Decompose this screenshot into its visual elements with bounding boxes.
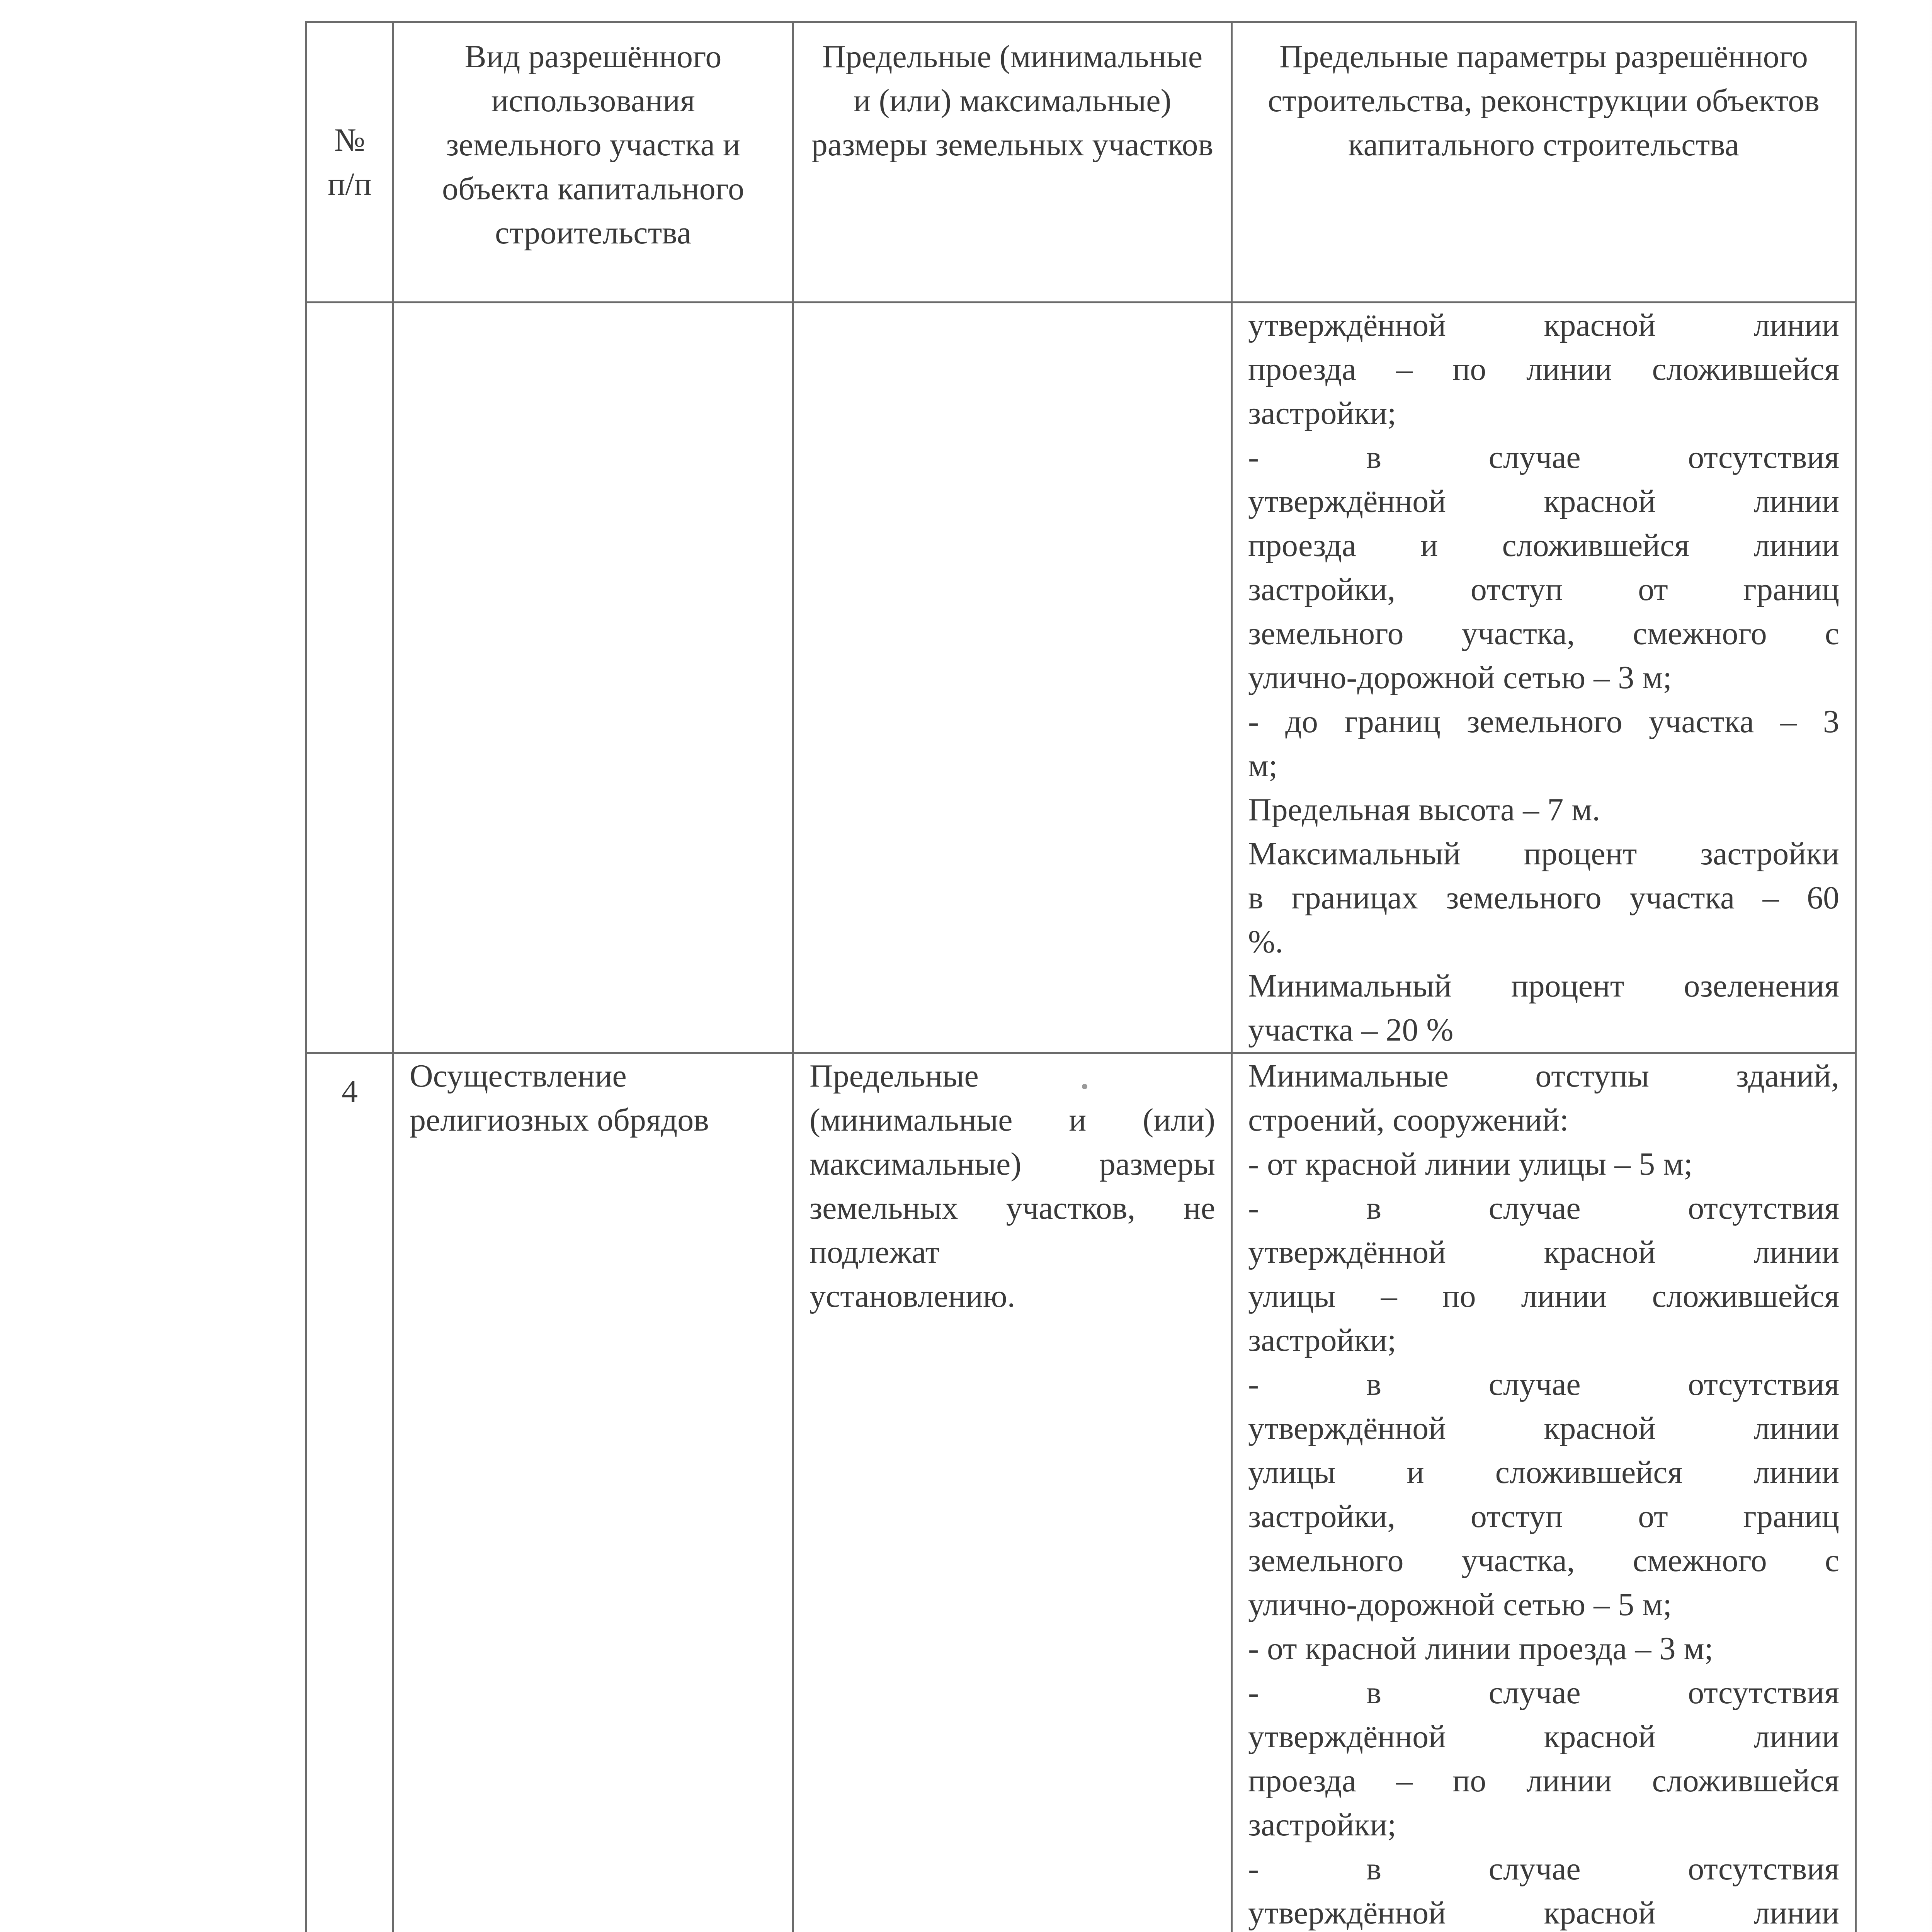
text-line: Максимальный процент застройки [1248, 836, 1839, 872]
table-row [306, 1053, 1856, 1932]
text-line: земельного участка, смежного с [1248, 1543, 1839, 1578]
text-line: - от красной линии проезда – 3 м; [1248, 1631, 1714, 1667]
text-line: застройки; [1248, 1807, 1396, 1843]
header-parameters: Предельные параметры разрешённого строительства, реконструкции объектов капитального строительства [1232, 22, 1856, 303]
land-use-table [305, 21, 1857, 1932]
use-type-line: религиозных обрядов [410, 1102, 709, 1138]
row-number: 4 [306, 1053, 393, 1932]
row-number [306, 303, 393, 1053]
text-line: улично-дорожной сетью – 3 м; [1248, 660, 1672, 696]
text-line: %. [1248, 924, 1283, 960]
row-parameters [1232, 1053, 1856, 1932]
row-use-type [393, 1053, 793, 1932]
text-line: утверждённой красной линии [1248, 1895, 1839, 1931]
text-line: Предельная высота – 7 м. [1248, 792, 1600, 828]
text-line: установлению. [810, 1278, 1015, 1314]
text-line: м; [1248, 748, 1278, 784]
text-line: улицы – по линии сложившейся [1248, 1278, 1839, 1314]
text-line: - в случае отсутствия [1248, 1366, 1839, 1402]
text-line: - в случае отсутствия [1248, 1675, 1839, 1711]
text-line: застройки; [1248, 1322, 1396, 1358]
text-line: Минимальный процент озеленения [1248, 968, 1839, 1004]
text-line: утверждённой красной линии [1248, 1234, 1839, 1270]
header-use-type: Вид разрешённого использования земельного участка и объекта капитального строительства [393, 22, 793, 303]
text-line: улично-дорожной сетью – 5 м; [1248, 1587, 1672, 1622]
text-line: проезда – по линии сложившейся [1248, 351, 1839, 387]
text-line: - в случае отсутствия [1248, 1190, 1839, 1226]
text-line: застройки; [1248, 395, 1396, 431]
text-line: подлежат [810, 1234, 940, 1270]
row-use-type [393, 303, 793, 1053]
text-line: строений, сооружений: [1248, 1102, 1569, 1138]
row-parameters [1232, 303, 1856, 1053]
text-line: земельного участка, смежного с [1248, 616, 1839, 651]
table-header-row [306, 22, 1856, 303]
text-line: утверждённой красной линии [1248, 1719, 1839, 1755]
text-line: Предельные [810, 1058, 979, 1094]
text-line: проезда и сложившейся линии [1248, 527, 1839, 563]
text-line: - в случае отсутствия [1248, 439, 1839, 475]
text-line: утверждённой красной линии [1248, 307, 1839, 343]
row-plot-sizes [793, 1053, 1232, 1932]
header-number: № п/п [306, 22, 393, 303]
text-line: Минимальные отступы зданий, [1248, 1058, 1839, 1094]
text-line: максимальные) размеры [810, 1146, 1215, 1182]
text-line: - в случае отсутствия [1248, 1851, 1839, 1887]
text-line: застройки, отступ от границ [1248, 571, 1839, 607]
text-line: застройки, отступ от границ [1248, 1498, 1839, 1534]
text-line: в границах земельного участка – 60 [1248, 880, 1839, 916]
scan-edge-shadow [1928, 0, 1932, 1932]
text-line: (минимальные и (или) [810, 1102, 1215, 1138]
row-plot-sizes [793, 303, 1232, 1053]
header-plot-sizes: Предельные (минимальные и (или) максимальные) размеры земельных участков [793, 22, 1232, 303]
text-line: утверждённой красной линии [1248, 1410, 1839, 1446]
text-line: участка – 20 % [1248, 1012, 1454, 1048]
text-line: утверждённой красной линии [1248, 483, 1839, 519]
text-line: проезда – по линии сложившейся [1248, 1763, 1839, 1799]
text-line: - от красной линии улицы – 5 м; [1248, 1146, 1693, 1182]
text-line: - до границ земельного участка – 3 [1248, 704, 1839, 740]
text-line: земельных участков, не [810, 1190, 1215, 1226]
use-type-line: Осуществление [410, 1058, 627, 1094]
table-row [306, 303, 1856, 1053]
text-line: улицы и сложившейся линии [1248, 1454, 1839, 1490]
